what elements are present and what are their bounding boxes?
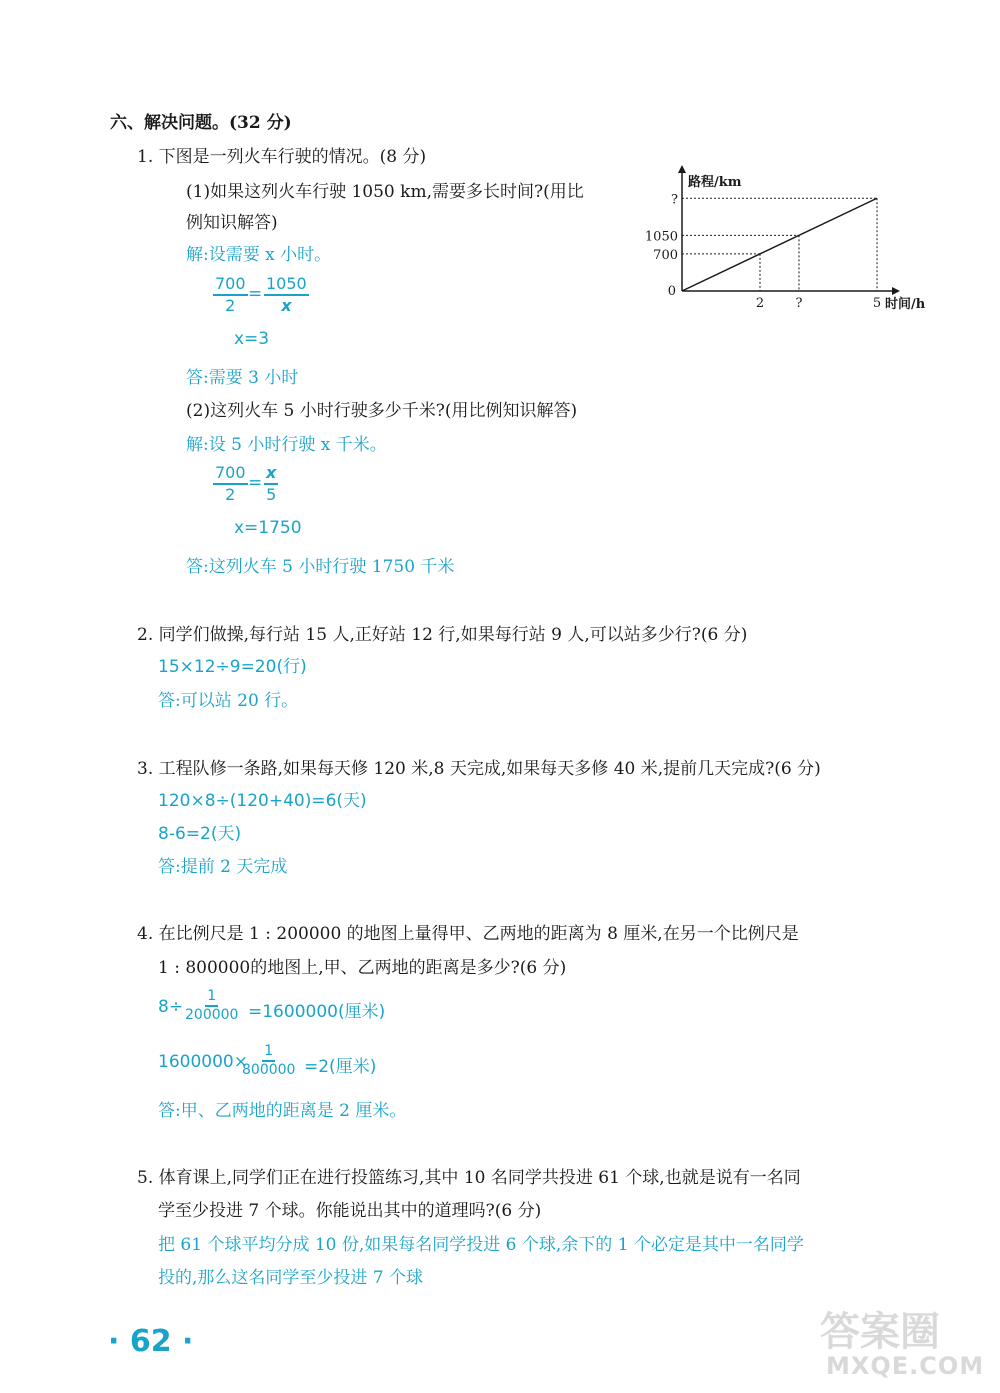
x-tick-label: 2: [755, 296, 765, 311]
q1-part2-fraction-left: [213, 463, 248, 505]
y-tick-label: 1050: [644, 229, 678, 245]
q3-calculation-1: 120×8÷(120+40)=6(天): [158, 791, 367, 811]
q1-part1-question-line1: (1)如果这列火车行驶 1050 km,需要多长时间?(用比: [186, 182, 584, 202]
q4-calc2-prefix: 1600000×: [158, 1052, 248, 1072]
q1-part1-answer: 答:需要 3 小时: [186, 368, 299, 388]
x-axis-label: 时间/h: [885, 297, 926, 312]
q1-part2-fraction-right: [264, 463, 278, 505]
fraction-denominator: 2: [225, 485, 236, 504]
q4-calc1-prefix: 8÷: [158, 997, 184, 1017]
y-tick-label: 700: [653, 247, 678, 263]
q3-answer: 答:提前 2 天完成: [158, 857, 288, 877]
page-number: · 62 ·: [108, 1324, 194, 1359]
q1-part1-equals: =: [248, 284, 263, 304]
q1-part1-fraction-right: [264, 274, 309, 316]
fraction-denominator: 2: [225, 296, 236, 315]
q1-part2-result: x=1750: [234, 518, 302, 538]
fraction-numerator: 1: [205, 988, 218, 1007]
q1-part1-result: x=3: [234, 329, 270, 349]
y-tick-label: ?: [671, 192, 678, 208]
distance-time-chart: [640, 165, 926, 325]
x-tick-label: ?: [795, 296, 803, 311]
q3-calculation-2: 8-6=2(天): [158, 824, 242, 844]
q4-calc1-suffix: =1600000(厘米): [248, 1002, 386, 1022]
y-axis-label: 路程/km: [688, 175, 742, 190]
q2-calculation: 15×12÷9=20(行): [158, 657, 307, 677]
q4-stem-line2: 1 : 800000的地图上,甲、乙两地的距离是多少?(6 分): [158, 958, 567, 978]
watermark-url: MXQE.COM: [826, 1352, 985, 1380]
x-tick-label: 5: [872, 296, 882, 311]
q2-stem: 2. 同学们做操,每行站 15 人,正好站 12 行,如果每行站 9 人,可以站多少行?(6 分): [137, 625, 748, 645]
fraction-numerator: 1: [262, 1043, 275, 1062]
series-line: [682, 198, 877, 291]
fraction-numerator: x: [264, 463, 278, 485]
fraction-numerator: 700: [213, 463, 248, 485]
q1-stem: 1. 下图是一列火车行驶的情况。(8 分): [137, 147, 427, 167]
q5-answer-line2: 投的,那么这名同学至少投进 7 个球: [158, 1268, 424, 1288]
fraction-denominator: 800000: [242, 1062, 296, 1078]
fraction-numerator: 700: [213, 274, 248, 296]
q1-part1-fraction-left: [213, 274, 248, 316]
q4-calc1-fraction: [185, 988, 238, 1024]
fraction-denominator: 5: [266, 485, 277, 504]
q3-stem: 3. 工程队修一条路,如果每天修 120 米,8 天完成,如果每天多修 40 米,提前几天完成?(6 分): [137, 759, 821, 779]
q4-calc2-suffix: =2(厘米): [304, 1057, 377, 1077]
q1-part2-setup: 解:设 5 小时行驶 x 千米。: [186, 435, 387, 455]
x-axis-arrow: [892, 287, 900, 295]
q4-calc2-fraction: [242, 1043, 295, 1079]
q2-answer: 答:可以站 20 行。: [158, 691, 299, 711]
q1-part2-equals: =: [248, 473, 263, 493]
q1-part2-question: (2)这列火车 5 小时行驶多少千米?(用比例知识解答): [186, 401, 578, 421]
q5-answer-line1: 把 61 个球平均分成 10 份,如果每名同学投进 6 个球,余下的 1 个必定是其中一名同学: [158, 1235, 804, 1255]
y-axis-arrow: [678, 165, 686, 173]
fraction-numerator: 1050: [264, 274, 309, 296]
fraction-denominator: 200000: [185, 1007, 239, 1023]
origin-label: 0: [667, 284, 676, 299]
q1-part1-setup: 解:设需要 x 小时。: [186, 245, 332, 265]
q5-stem-line2: 学至少投进 7 个球。你能说出其中的道理吗?(6 分): [158, 1201, 542, 1221]
q1-part2-answer: 答:这列火车 5 小时行驶 1750 千米: [186, 557, 455, 577]
fraction-denominator: x: [281, 296, 292, 315]
section-title: 六、解决问题。(32 分): [110, 113, 292, 133]
q1-part1-question-line2: 例知识解答): [186, 213, 278, 233]
q4-answer: 答:甲、乙两地的距离是 2 厘米。: [158, 1101, 407, 1121]
q4-stem-line1: 4. 在比例尺是 1 : 200000 的地图上量得甲、乙两地的距离为 8 厘米,在另一个比例尺是: [137, 924, 799, 944]
q5-stem-line1: 5. 体育课上,同学们正在进行投篮练习,其中 10 名同学共投进 61 个球,也就是说有一名同: [137, 1168, 801, 1188]
watermark-logo: 答案圈: [820, 1309, 940, 1355]
